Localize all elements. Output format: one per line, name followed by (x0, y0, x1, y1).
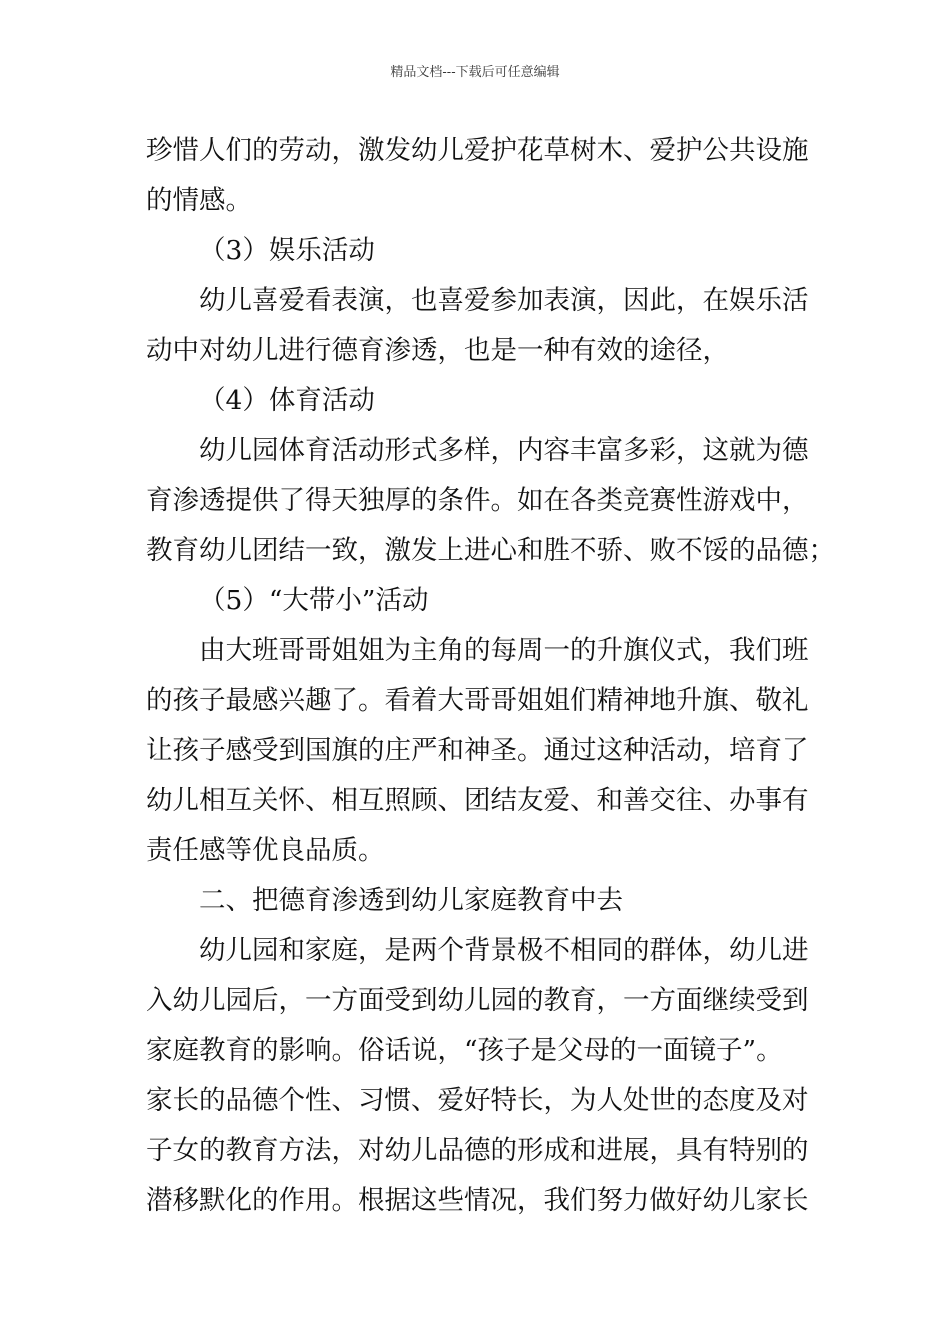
text-line: 幼儿喜爱看表演，也喜爱参加表演，因此，在娱乐活 (199, 285, 809, 316)
text-line: 幼儿园体育活动形式多样，内容丰富多彩，这就为德 (199, 435, 809, 466)
text-line: 潜移默化的作用。根据这些情况，我们努力做好幼儿家长 (146, 1185, 809, 1216)
section-heading: （4）体育活动 (199, 385, 375, 416)
text-line: 教育幼儿团结一致，激发上进心和胜不骄、败不馁的品德； (146, 535, 835, 566)
text-line: 珍惜人们的劳动，激发幼儿爱护花草树木、爱护公共设施 (146, 135, 809, 166)
text-line: 家庭教育的影响。俗话说，“孩子是父母的一面镜子”。 (146, 1035, 783, 1066)
page-header: 精品文档---下载后可任意编辑 (390, 65, 560, 80)
text-line: 幼儿园和家庭，是两个背景极不相同的群体，幼儿进 (199, 935, 809, 966)
text-line: 的孩子最感兴趣了。看着大哥哥姐姐们精神地升旗、敬礼 (146, 685, 809, 716)
text-line: 让孩子感受到国旗的庄严和神圣。通过这种活动，培育了 (146, 735, 809, 766)
section-heading: （5）“大带小”活动 (199, 585, 429, 616)
document-body (146, 126, 835, 1226)
section-heading: 二、把德育渗透到幼儿家庭教育中去 (199, 885, 623, 916)
text-line: 子女的教育方法，对幼儿品德的形成和进展，具有特别的 (146, 1135, 809, 1166)
text-line: 入幼儿园后，一方面受到幼儿园的教育，一方面继续受到 (146, 985, 809, 1016)
text-line: 家长的品德个性、习惯、爱好特长，为人处世的态度及对 (146, 1085, 809, 1116)
text-line: 由大班哥哥姐姐为主角的每周一的升旗仪式，我们班 (199, 635, 809, 666)
text-line: 责任感等优良品质。 (146, 835, 385, 866)
text-line: 育渗透提供了得天独厚的条件。如在各类竞赛性游戏中， (146, 485, 809, 516)
text-line: 的情感。 (146, 185, 252, 216)
text-line: 幼儿相互关怀、相互照顾、团结友爱、和善交往、办事有 (146, 785, 809, 816)
text-line: 动中对幼儿进行德育渗透，也是一种有效的途径， (146, 335, 729, 366)
section-heading: （3）娱乐活动 (199, 235, 375, 266)
